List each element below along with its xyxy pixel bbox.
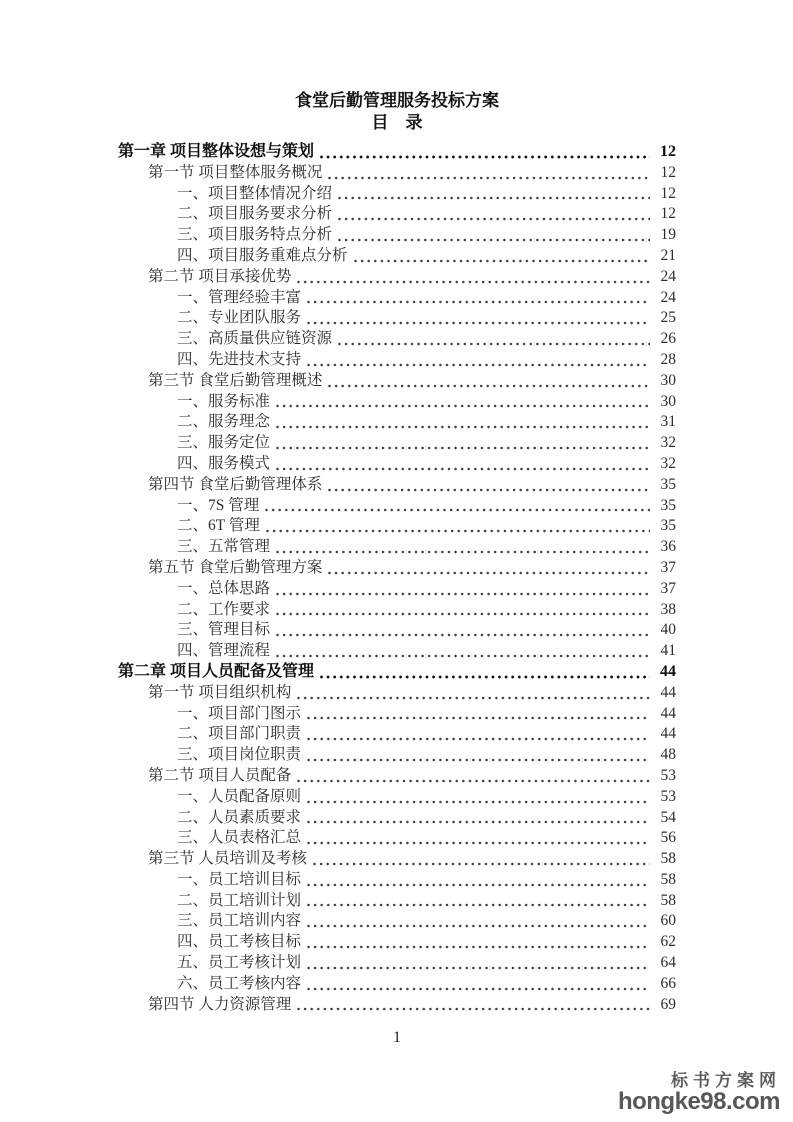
toc-entry-page: 58 <box>660 870 676 888</box>
toc-entry[interactable] <box>118 412 676 433</box>
toc-entry-page: 25 <box>660 309 676 327</box>
dot-leader <box>276 592 650 596</box>
toc-entry-label: 三、管理目标 <box>177 621 271 639</box>
toc-entry[interactable] <box>118 392 676 413</box>
watermark-site-name: 标书方案网 <box>671 1071 781 1090</box>
toc-entry-label: 四、服务模式 <box>177 454 271 472</box>
watermark <box>618 1071 780 1114</box>
toc-entry-label: 二、工作要求 <box>177 600 271 618</box>
dot-leader <box>320 155 650 159</box>
toc-entry[interactable] <box>118 704 676 725</box>
dot-leader <box>265 508 650 512</box>
toc-entry[interactable] <box>118 308 676 329</box>
toc-entry-page: 48 <box>660 746 676 764</box>
toc-entry-label: 第二节 项目承接优势 <box>148 267 292 285</box>
toc-entry[interactable] <box>118 288 676 309</box>
toc-entry[interactable] <box>118 537 676 558</box>
toc-entry-page: 44 <box>660 725 676 743</box>
toc-entry-label: 一、7S 管理 <box>177 496 260 514</box>
dot-leader <box>276 425 650 429</box>
toc-entry[interactable] <box>118 995 676 1016</box>
toc-entry-page: 37 <box>660 579 676 597</box>
toc-entry-page: 12 <box>660 163 676 181</box>
document-title: 食堂后勤管理服务投标方案 <box>295 91 499 110</box>
dot-leader <box>338 342 650 346</box>
toc-entry-label: 一、管理经验丰富 <box>177 288 302 306</box>
toc-entry[interactable] <box>118 911 676 932</box>
toc-entry[interactable] <box>118 558 676 579</box>
toc-entry[interactable] <box>118 849 676 870</box>
toc-entry-label: 第一节 项目组织机构 <box>148 683 292 701</box>
toc-entry[interactable] <box>118 516 676 537</box>
toc-entry-label: 五、员工考核计划 <box>177 954 302 972</box>
dot-leader <box>276 550 650 554</box>
toc-entry-page: 12 <box>660 205 676 223</box>
toc-entry-label: 一、项目整体情况介绍 <box>177 184 333 202</box>
toc-entry-page: 35 <box>660 475 676 493</box>
toc-entry-page: 44 <box>660 683 676 701</box>
page-number: 1 <box>393 1029 401 1047</box>
toc-entry[interactable] <box>118 246 676 267</box>
toc-entry-label: 第二章 项目人员配备及管理 <box>118 662 315 680</box>
watermark-site-url: hongke98.com <box>617 1088 780 1115</box>
toc-entry-page: 41 <box>660 642 676 660</box>
toc-entry-page: 58 <box>660 891 676 909</box>
toc-entry-page: 31 <box>660 413 676 431</box>
dot-leader <box>297 779 650 783</box>
toc-entry-page: 35 <box>660 517 676 535</box>
toc-entry-page: 44 <box>660 662 676 680</box>
toc-entry[interactable] <box>118 267 676 288</box>
toc-entry-page: 26 <box>660 330 676 348</box>
toc-entry[interactable] <box>118 475 676 496</box>
toc-entry-label: 三、人员表格汇总 <box>177 829 302 847</box>
dot-leader <box>276 446 650 450</box>
dot-leader <box>276 404 650 408</box>
toc-entry-label: 一、总体思路 <box>177 579 271 597</box>
toc-entry[interactable] <box>118 620 676 641</box>
dot-leader <box>307 841 650 845</box>
toc-entry-page: 32 <box>660 454 676 472</box>
toc-entry-label: 一、人员配备原则 <box>177 787 302 805</box>
toc-entry[interactable] <box>118 724 676 745</box>
toc-entry[interactable] <box>118 932 676 953</box>
dot-leader <box>328 176 650 180</box>
dot-leader <box>338 217 650 221</box>
toc-entry[interactable] <box>118 371 676 392</box>
toc-entry[interactable] <box>118 225 676 246</box>
toc-entry-label: 六、员工考核内容 <box>177 974 302 992</box>
toc-entry[interactable] <box>118 662 676 683</box>
dot-leader <box>307 924 650 928</box>
dot-leader <box>307 903 650 907</box>
toc-entry-label: 三、项目岗位职责 <box>177 746 302 764</box>
dot-leader <box>276 467 650 471</box>
toc-entry-label: 第一节 项目整体服务概况 <box>148 163 323 181</box>
toc-entry-label: 四、员工考核目标 <box>177 933 302 951</box>
toc-entry-page: 69 <box>660 995 676 1013</box>
toc-entry-page: 24 <box>660 288 676 306</box>
toc-entry-label: 一、项目部门图示 <box>177 704 302 722</box>
toc-entry-page: 60 <box>660 912 676 930</box>
dot-leader <box>307 363 650 367</box>
dot-leader <box>354 259 650 263</box>
toc-entry-page: 38 <box>660 600 676 618</box>
toc-entry-page: 35 <box>660 496 676 514</box>
toc-entry-label: 二、项目服务要求分析 <box>177 205 333 223</box>
dot-leader <box>307 758 650 762</box>
toc-entry-label: 二、服务理念 <box>177 413 271 431</box>
toc-entry[interactable] <box>118 579 676 600</box>
toc-entry-label: 二、专业团队服务 <box>177 309 302 327</box>
toc-entry-page: 37 <box>660 558 676 576</box>
toc-entry[interactable] <box>118 329 676 350</box>
toc-entry-page: 19 <box>660 226 676 244</box>
dot-leader <box>307 987 650 991</box>
toc-entry[interactable] <box>118 870 676 891</box>
toc-entry-label: 一、服务标准 <box>177 392 271 410</box>
toc-entry[interactable] <box>118 184 676 205</box>
toc-entry-label: 四、先进技术支持 <box>177 350 302 368</box>
dot-leader <box>307 321 650 325</box>
toc-entry-label: 三、员工培训内容 <box>177 912 302 930</box>
toc-entry-label: 第一章 项目整体设想与策划 <box>118 143 315 160</box>
toc-entry-label: 第三节 食堂后勤管理概述 <box>148 371 323 389</box>
toc-entry[interactable] <box>118 953 676 974</box>
dot-leader <box>276 654 650 658</box>
dot-leader <box>307 883 650 887</box>
toc-entry-page: 12 <box>660 143 676 160</box>
dot-leader <box>276 612 650 616</box>
toc-entry[interactable] <box>118 766 676 787</box>
toc-entry-label: 三、服务定位 <box>177 434 271 452</box>
toc-entry-label: 三、高质量供应链资源 <box>177 330 333 348</box>
toc-entry[interactable] <box>118 350 676 371</box>
toc-entry[interactable] <box>118 496 676 517</box>
toc-entry-page: 24 <box>660 267 676 285</box>
toc-entry[interactable] <box>118 891 676 912</box>
toc-entry[interactable] <box>118 600 676 621</box>
toc-entry-page: 30 <box>660 392 676 410</box>
toc-entry-label: 第四节 食堂后勤管理体系 <box>148 475 323 493</box>
toc-entry[interactable] <box>118 454 676 475</box>
dot-leader <box>297 280 650 284</box>
dot-leader <box>307 945 650 949</box>
toc-entry-label: 四、管理流程 <box>177 642 271 660</box>
toc-entry-label: 三、五常管理 <box>177 538 271 556</box>
toc-entry-page: 66 <box>660 974 676 992</box>
toc-entry-page: 30 <box>660 371 676 389</box>
toc-entry-label: 第二节 项目人员配备 <box>148 766 292 784</box>
toc-entry[interactable] <box>118 142 676 163</box>
toc-entry[interactable] <box>118 433 676 454</box>
toc-entry-label: 二、人员素质要求 <box>177 808 302 826</box>
toc-entry[interactable] <box>118 745 676 766</box>
dot-leader <box>307 300 650 304</box>
toc-entry[interactable] <box>118 204 676 225</box>
dot-leader <box>276 633 650 637</box>
dot-leader <box>297 1007 650 1011</box>
toc-entry-label: 第五节 食堂后勤管理方案 <box>148 558 323 576</box>
toc-entry-page: 21 <box>660 246 676 264</box>
dot-leader <box>307 737 650 741</box>
toc-entry-page: 62 <box>660 933 676 951</box>
dot-leader <box>328 488 650 492</box>
dot-leader <box>266 529 650 533</box>
toc-entry-label: 第四节 人力资源管理 <box>148 995 292 1013</box>
toc-heading: 目 录 <box>371 113 423 132</box>
dot-leader <box>297 696 650 700</box>
toc-entry-label: 第三节 人员培训及考核 <box>148 850 307 868</box>
dot-leader <box>307 820 650 824</box>
toc-entry[interactable] <box>118 641 676 662</box>
toc-entry-page: 56 <box>660 829 676 847</box>
toc-entry-page: 36 <box>660 538 676 556</box>
dot-leader <box>313 862 650 866</box>
toc-entry-label: 四、项目服务重难点分析 <box>177 246 348 264</box>
dot-leader <box>338 238 650 242</box>
toc-entry-label: 二、员工培训计划 <box>177 891 302 909</box>
dot-leader <box>307 966 650 970</box>
dot-leader <box>338 196 650 200</box>
toc-entry-label: 一、员工培训目标 <box>177 870 302 888</box>
toc-entry-page: 28 <box>660 350 676 368</box>
toc-entry[interactable] <box>118 787 676 808</box>
dot-leader <box>328 571 650 575</box>
toc-entry-label: 二、6T 管理 <box>177 517 260 535</box>
toc-entry-page: 12 <box>660 184 676 202</box>
toc-entry[interactable] <box>118 974 676 995</box>
dot-leader <box>307 716 650 720</box>
toc-entry-page: 53 <box>660 787 676 805</box>
dot-leader <box>328 384 650 388</box>
toc-entry[interactable] <box>118 163 676 184</box>
toc-entry-label: 二、项目部门职责 <box>177 725 302 743</box>
dot-leader <box>307 800 650 804</box>
toc-entry-page: 53 <box>660 766 676 784</box>
toc-entry-page: 44 <box>660 704 676 722</box>
toc-entry-page: 32 <box>660 434 676 452</box>
toc-list <box>118 142 676 1015</box>
dot-leader <box>320 675 650 679</box>
toc-entry-page: 58 <box>660 850 676 868</box>
toc-entry-page: 54 <box>660 808 676 826</box>
toc-entry[interactable] <box>118 828 676 849</box>
toc-entry[interactable] <box>118 683 676 704</box>
toc-entry[interactable] <box>118 808 676 829</box>
toc-entry-label: 三、项目服务特点分析 <box>177 226 333 244</box>
toc-entry-page: 40 <box>660 621 676 639</box>
toc-entry-page: 64 <box>660 954 676 972</box>
